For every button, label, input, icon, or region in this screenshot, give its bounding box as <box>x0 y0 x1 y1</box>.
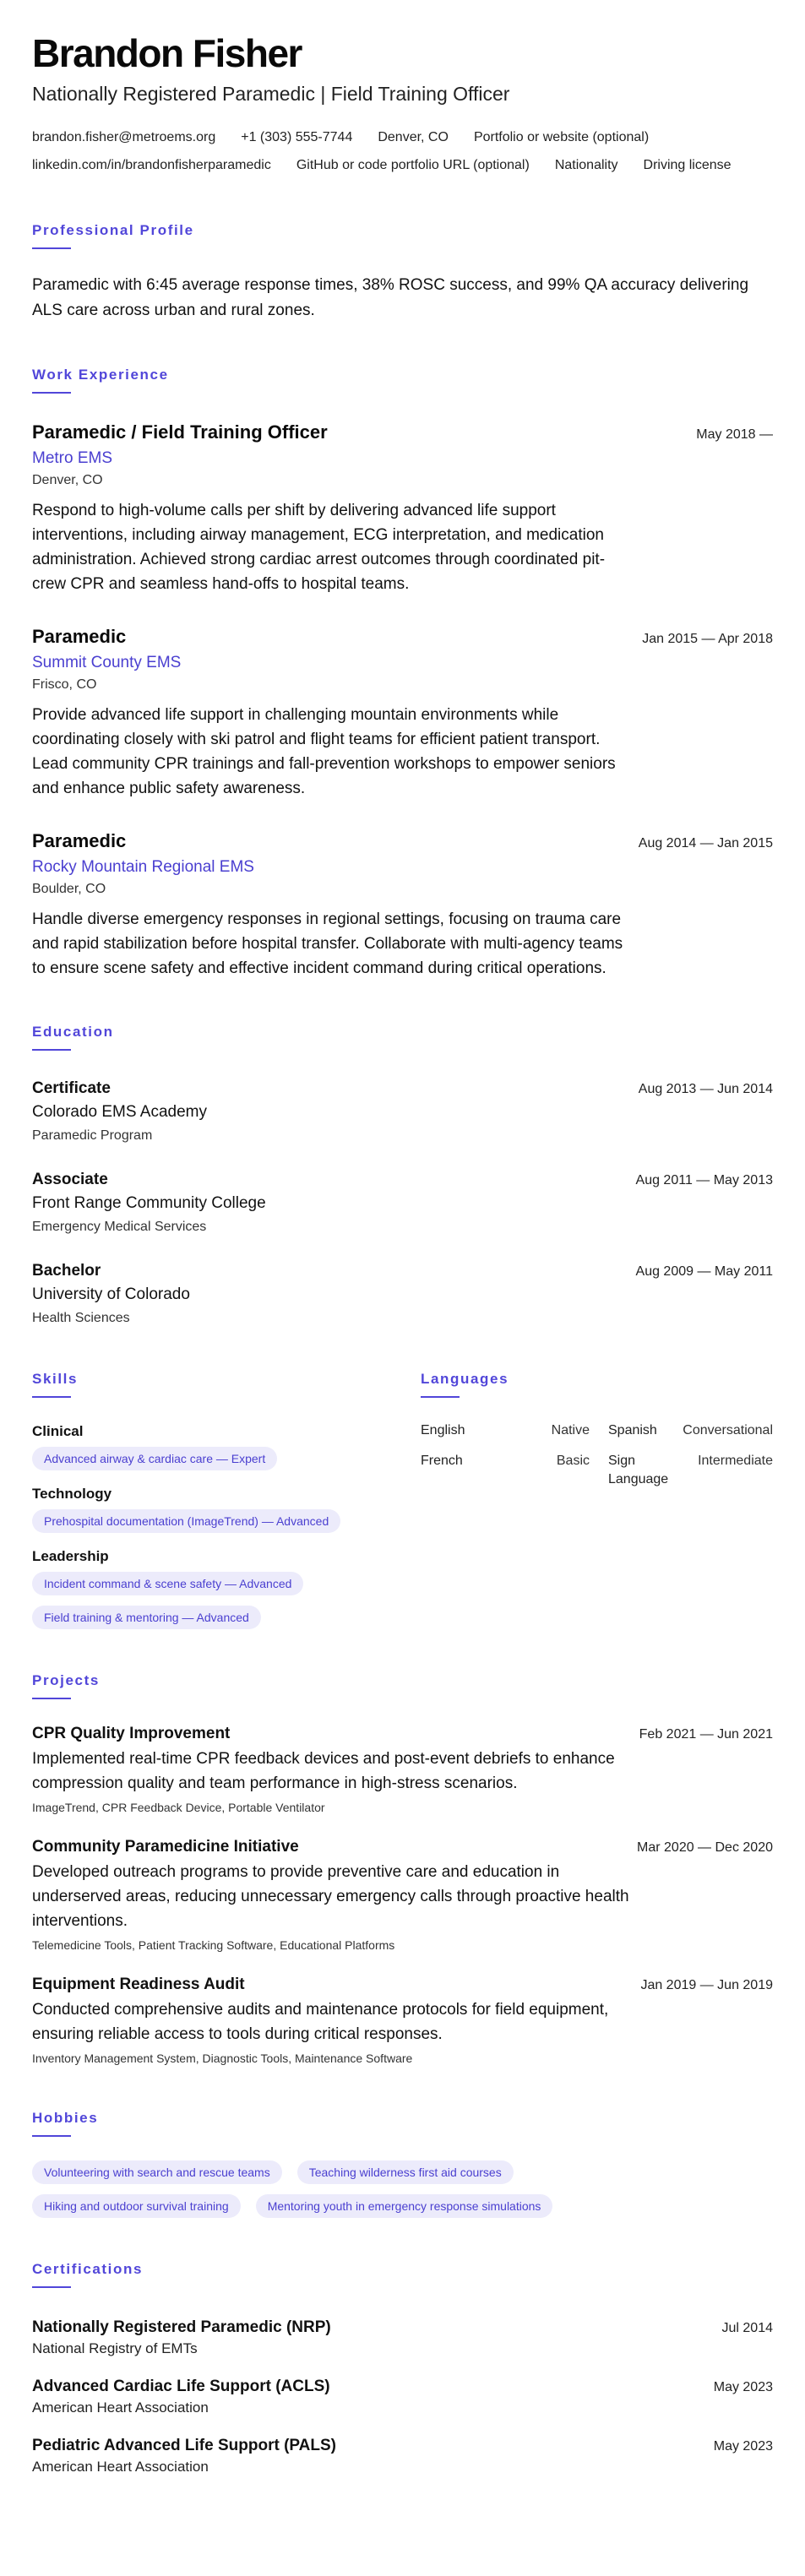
job-dates: May 2018 — <box>696 427 773 442</box>
section-title-profile: Professional Profile <box>32 222 194 238</box>
certification-date: May 2023 <box>713 2380 773 2394</box>
education-dates: Aug 2009 — May 2011 <box>635 1264 773 1279</box>
skill-chip: Prehospital documentation (ImageTrend) — Advanced <box>32 1509 340 1533</box>
language-level: Intermediate <box>698 1454 773 1468</box>
candidate-headline: Nationally Registered Paramedic | Field Training Officer <box>32 83 510 105</box>
certification-entry <box>32 2435 773 2477</box>
language-level: Conversational <box>683 1423 773 1437</box>
section-divider <box>32 392 71 394</box>
certification-date: Jul 2014 <box>721 2321 773 2335</box>
skills-languages-row <box>32 1370 773 1629</box>
education-entry <box>32 1078 773 1145</box>
project-entry <box>32 1836 773 1954</box>
project-description: Implemented real-time CPR feedback devices and post-event debriefs to enhance compression quality and team performance in high-stress scenarios. <box>32 1750 615 1792</box>
skills-section <box>32 1370 421 1629</box>
contact-location: Denver, CO <box>378 130 449 144</box>
job-company: Rocky Mountain Regional EMS <box>32 858 254 876</box>
job-entry <box>32 829 773 981</box>
job-location: Denver, CO <box>32 473 103 487</box>
certification-issuer: National Registry of EMTs <box>32 2340 198 2356</box>
section-title-certifications: Certifications <box>32 2261 144 2277</box>
section-divider <box>32 1396 71 1398</box>
language-list <box>421 1421 773 1489</box>
section-divider <box>32 1049 71 1051</box>
section-title-skills: Skills <box>32 1371 79 1387</box>
language-level: Native <box>551 1423 590 1437</box>
education-school: Front Range Community College <box>32 1194 266 1212</box>
project-title: Equipment Readiness Audit <box>32 1975 245 1993</box>
education-degree: Bachelor <box>32 1262 101 1280</box>
job-location: Boulder, CO <box>32 882 106 896</box>
education-entry <box>32 1169 773 1236</box>
education-field: Emergency Medical Services <box>32 1220 207 1234</box>
contact-portfolio[interactable]: Portfolio or website (optional) <box>473 130 650 144</box>
certification-issuer: American Heart Association <box>32 2459 209 2475</box>
job-title: Paramedic <box>32 830 127 851</box>
contact-email[interactable]: brandon.fisher@metroems.org <box>32 130 216 144</box>
job-dates: Jan 2015 — Apr 2018 <box>642 632 773 646</box>
education-degree: Associate <box>32 1171 108 1188</box>
project-title: Community Paramedicine Initiative <box>32 1838 299 1856</box>
job-entry <box>32 421 773 596</box>
contact-driving-license: Driving license <box>643 158 732 172</box>
project-dates: Jan 2019 — Jun 2019 <box>640 1978 773 1992</box>
language-name: French <box>421 1454 463 1468</box>
education-school: Colorado EMS Academy <box>32 1103 207 1121</box>
job-description: Respond to high-volume calls per shift by delivering advanced life support interventions, including airway management, ECG interpretation, and medication administration. Achieved strong cardiac arrest outcomes through coordinated pit-crew CPR and seamless hand-offs to hospital teams. <box>32 502 606 593</box>
job-title: Paramedic <box>32 626 127 647</box>
job-entry <box>32 625 773 801</box>
certifications-section <box>32 2260 773 2477</box>
skill-chip: Advanced airway & cardiac care — Expert <box>32 1447 277 1470</box>
section-divider <box>32 1698 71 1699</box>
education-school: University of Colorado <box>32 1285 190 1303</box>
project-title: CPR Quality Improvement <box>32 1725 231 1742</box>
education-field: Paramedic Program <box>32 1128 153 1143</box>
job-dates: Aug 2014 — Jan 2015 <box>638 836 773 851</box>
project-dates: Mar 2020 — Dec 2020 <box>637 1840 773 1855</box>
profile-summary: Paramedic with 6:45 average response times, 38% ROSC success, and 99% QA accuracy delivering ALS care across urban and rural zones. <box>32 276 749 319</box>
languages-section <box>421 1370 773 1629</box>
language-name: Spanish <box>608 1423 657 1437</box>
project-tech: Inventory Management System, Diagnostic Tools, Maintenance Software <box>32 2052 413 2065</box>
certification-issuer: American Heart Association <box>32 2399 209 2416</box>
contact-nationality: Nationality <box>554 158 618 172</box>
project-description: Developed outreach programs to provide preventive care and education in underserved areas, reducing unnecessary emergency calls through proactive health interventions. <box>32 1863 629 1930</box>
resume-header <box>32 30 773 179</box>
job-description: Provide advanced life support in challenging mountain environments while coordinating closely with ski patrol and flight teams for efficient patient transport. Lead community CPR trainings and fall-prevention workshops to empower seniors and enhance public safety awareness. <box>32 706 616 797</box>
profile-section <box>32 221 773 323</box>
hobby-list <box>32 2160 623 2218</box>
job-company: Summit County EMS <box>32 654 182 671</box>
project-entry <box>32 1723 773 1816</box>
language-name: English <box>421 1423 465 1437</box>
language-level: Basic <box>556 1454 590 1468</box>
hobbies-section <box>32 2109 773 2218</box>
project-tech: ImageTrend, CPR Feedback Device, Portable Ventilator <box>32 1801 325 1814</box>
contact-list <box>32 123 775 179</box>
contact-linkedin[interactable]: linkedin.com/in/brandonfisherparamedic <box>32 158 271 172</box>
contact-phone[interactable]: +1 (303) 555-7744 <box>241 130 353 144</box>
section-divider <box>32 247 71 249</box>
certification-name: Advanced Cardiac Life Support (ACLS) <box>32 2378 330 2395</box>
certification-name: Nationally Registered Paramedic (NRP) <box>32 2318 331 2336</box>
project-entry <box>32 1974 773 2067</box>
skill-category: Technology <box>32 1486 112 1502</box>
section-title-education: Education <box>32 1024 114 1040</box>
job-title: Paramedic / Field Training Officer <box>32 421 328 443</box>
skill-group <box>32 1421 421 1470</box>
project-dates: Feb 2021 — Jun 2021 <box>639 1727 773 1742</box>
section-divider <box>421 1396 460 1398</box>
section-title-hobbies: Hobbies <box>32 2110 99 2126</box>
certification-date: May 2023 <box>713 2439 773 2454</box>
skill-group <box>32 1484 421 1533</box>
hobby-chip: Hiking and outdoor survival training <box>32 2194 241 2218</box>
education-entry <box>32 1260 773 1328</box>
job-company: Metro EMS <box>32 449 113 467</box>
skill-category: Clinical <box>32 1423 84 1439</box>
section-divider <box>32 2286 71 2288</box>
skill-chip: Field training & mentoring — Advanced <box>32 1606 261 1629</box>
projects-section <box>32 1671 773 2067</box>
education-degree: Certificate <box>32 1079 111 1097</box>
certification-name: Pediatric Advanced Life Support (PALS) <box>32 2437 336 2454</box>
contact-github[interactable]: GitHub or code portfolio URL (optional) <box>296 158 530 172</box>
project-tech: Telemedicine Tools, Patient Tracking Software, Educational Platforms <box>32 1938 395 1952</box>
hobby-chip: Mentoring youth in emergency response simulations <box>256 2194 553 2218</box>
project-description: Conducted comprehensive audits and maintenance protocols for field equipment, ensuring reliable access to tools during critical responses. <box>32 2001 609 2043</box>
candidate-name: Brandon Fisher <box>32 31 302 75</box>
experience-section <box>32 366 773 981</box>
education-dates: Aug 2013 — Jun 2014 <box>638 1082 773 1096</box>
hobby-chip: Teaching wilderness first aid courses <box>297 2160 514 2184</box>
section-title-experience: Work Experience <box>32 367 169 383</box>
skill-category: Leadership <box>32 1548 109 1564</box>
certification-entry <box>32 2317 773 2359</box>
education-dates: Aug 2011 — May 2013 <box>635 1173 773 1187</box>
section-title-projects: Projects <box>32 1672 100 1688</box>
education-section <box>32 1023 773 1328</box>
section-divider <box>32 2135 71 2137</box>
job-location: Frisco, CO <box>32 677 97 692</box>
skill-chip: Incident command & scene safety — Advanced <box>32 1572 303 1595</box>
certification-entry <box>32 2376 773 2418</box>
education-field: Health Sciences <box>32 1311 130 1325</box>
language-name: Sign Language <box>608 1454 669 1486</box>
skill-group <box>32 1546 421 1629</box>
section-title-languages: Languages <box>421 1371 509 1387</box>
hobby-chip: Volunteering with search and rescue teams <box>32 2160 282 2184</box>
job-description: Handle diverse emergency responses in regional settings, focusing on trauma care and rapid stabilization before hospital transfer. Collaborate with multi-agency teams to ensure scene safety and effective incident command during critical operations. <box>32 910 623 977</box>
